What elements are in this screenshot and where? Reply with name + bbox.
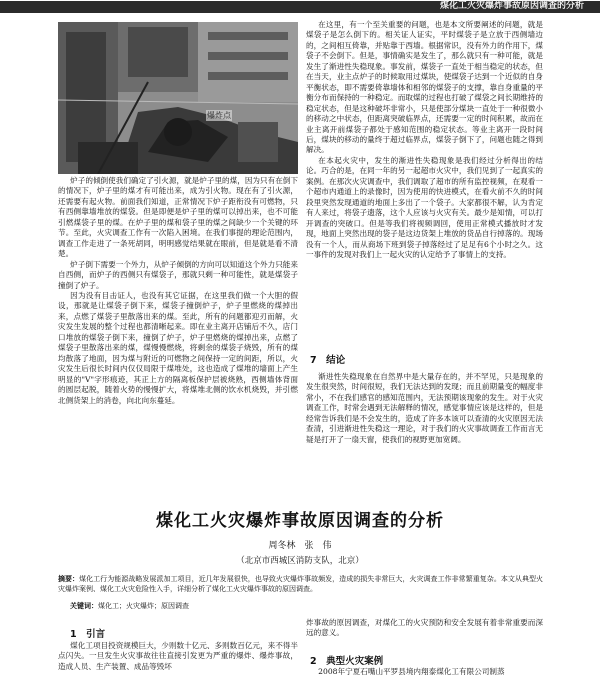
abstract-label: 摘要：: [58, 575, 80, 583]
section-1-heading: 1 引言: [70, 629, 106, 640]
abstract: [58, 574, 543, 594]
section-7-text: [306, 372, 543, 468]
article-affiliation: （北京市西城区消防支队，北京）: [236, 556, 364, 566]
paragraph: 煤化工项目投资规模巨大，少则数十亿元、多则数百亿元，来不得半点闪失。一旦发生火灾事故往往直接引发更为严重的爆炸、爆炸事故，造成人员、生产装置、成品等毁坏: [58, 641, 298, 671]
paragraph: 炉子倒下需要一个外力，从炉子倾倒的方向可以知道这个外力只能来自西侧，而炉子的西侧只有煤袋子，那就只剩一种可能性，就是煤袋子撞倒了炉子。: [58, 259, 298, 290]
paragraph: 在本起火灾中，发生的渐进性失稳现象是我们经过分析得出的结论。巧合的是，在同一年的另一起超市火灾中，我们见到了一起真实的案例。在那次火灾调查中，我们调取了超市的所有监控视频，在观看一个超市内通道上的录像时，因为使用的快进模式，在看火前不久的时间段里突然发现通道的地面上多出了一个袋子。大家都很不解，认为肯定有人来过，将袋子遗落，这个人应该与火灾有关。最少是知情，可以打开调查的突破口。但是等我们将视频调回，使用正常模式播放时才发现，地面上突然出现的袋子是这边货架上堆放的货品自行掉落的。现场没有一个人，而从商场下班到袋子掉落经过了足足有6个小时之久。这一事件的发现对我们上一起火灾的认定给予了事情上的支持。: [306, 155, 543, 259]
section-1-text: [58, 641, 298, 679]
paragraph: 炸事故的原因调查，对煤化工的火灾预防和安全发展有着非常重要而深远的意义。: [306, 618, 543, 638]
fire-scene-photo: [58, 22, 298, 174]
section-2-text: [306, 667, 543, 679]
running-header: [0, 0, 600, 13]
keywords-label: 关键词：: [70, 602, 98, 610]
article-title: 煤化工火灾爆炸事故原因调查的分析: [156, 511, 444, 531]
section-2-heading: 2 典型火灾案例: [310, 656, 384, 667]
right-bottom-text: [306, 618, 543, 648]
right-column-text: [306, 20, 543, 347]
photo-annotation-label: 爆炸点: [207, 111, 231, 120]
paragraph: 在这里，有一个至关重要的问题，也是本文所要阐述的问题，就是煤袋子是怎么倒下的。相关证人证实，平时煤袋子是立放于西侧墙边的，之间相互倚靠，并贴靠于西墙。根据常识，没有外力的作用下，煤袋子不会倒下。但是，事情确实是发生了，那么就只有一种可能，就是发生了渐进性失稳现象。事发前，煤袋子一直处于相当稳定的状态，但在当天，业主点炉子的时候取用过煤块，使煤袋子达到一个近似的自身平衡状态，即不需要倚靠墙体和相邻的煤袋子的支撑，靠自身重量的平衡分布而保持的一种稳定。而取煤的过程也打破了煤袋之间长期维持的稳定状态，但是这种破坏非常小，只是使部分煤块一直处于一种很微小的移动之中状态，但距离突破临界点，还需要一定的时间积累，故而在业主离开前煤袋子都处于感知范围的稳定状态。等业主离开一段时间后，煤块的移动的量终于超过临界点，煤袋子倒下了，问题也随之得到解决。: [306, 20, 543, 155]
paragraph: 渐进性失稳现象在自然界中是大量存在的，并不罕见，只是现象的发生很突然，时间很短，我们无法达到的发现；而且前期量变的幅度非常小，不在我们感官的感知范围内，无法预期该现象的发生。对于火灾调查工作，时常会遇到无法解释的情况，感觉事情应该是这样的，但是经常告诉我们是不会发生的，造成了许多本该可以查清的火灾原因无法查清，引进渐进性失稳这一理论，对于我们的火灾事故调查工作而言无疑是打开了一扇天窗，使我们的视野更加宽阔。: [306, 372, 543, 444]
fire-scene-photo-art: [58, 22, 298, 174]
paragraph: 2008年宁夏石嘴山平罗县境内翔泰煤化工有限公司制蒸: [318, 667, 505, 676]
running-title: 煤化工火灾爆炸事故原因调查的分析: [439, 1, 584, 11]
paragraph: 炉子的倾倒使我们确定了引火源，就是炉子里的煤，因为只有在倒下的情况下，炉子里的煤才有可能出来，成为引火物。现在有了引火源，还需要有起火物。前面我们知道，正常情况下炉子距衔没有可燃物，只有西侧靠墙堆放的煤袋。但是即便是炉子里的煤可以掉出来，也不可能引燃煤袋子里的煤。在炉子里的煤和袋子里的煤之间缺少一个关键的环节。至此，火灾调查工作有一次陷入困境。在我们事提的理论范围内，调查工作走进了一条死胡同，明明感觉结果就在眼前，但是就是看不清楚。: [58, 176, 298, 259]
paragraph: 因为没有目击证人，也没有其它证据，在这里我们做一个大胆的假设，那就是让煤袋子倒下来，煤袋子撞倒炉子，炉子里燃烧的煤掉出来，点燃了煤袋子里散落出来的煤。至此，所有的问题都迎刃而解，火灾发生发展的整个过程也都清晰起来。即在业主离开店铺后不久，店门口堆放的煤袋子倒下来，撞倒了炉子，炉子里燃烧的煤掉出来，点燃了煤袋子里散落出来的煤，煤慢慢燃烧，将剩余的煤袋子烧毁，所有的煤均散落了地面，因为煤与附近的可燃物之间保持一定的间距，所以，火灾发生后很长时间内仅仅局限于煤堆处，这也造成了煤堆的墙面上产生明显的"V"字形痕迹，其正上方的隔离板保护层被烧熟，西侧墙体背面的圆层起脱，随着火势的慢慢扩大，将煤堆北侧的饮水机烧毁，并引燃北侧货架上的消卷，向北向东蔓延。: [58, 290, 298, 405]
abstract-text: 煤化工行为能源战略发展派加工项目，近几年发展很快，也导致火灾爆炸事故频发，造成的损失非常巨大，火灾调查工作非常繁重复杂。本文从典型火灾爆炸案例、煤化工火灾危险性入手，详细分析了煤化工火灾爆炸事故的原因调查。: [58, 575, 544, 593]
left-column-text: [58, 176, 298, 468]
keywords: [70, 601, 530, 611]
keywords-text: 煤化工；火灾爆炸；原因调查: [98, 602, 189, 610]
article-authors: 周冬林 张 伟: [268, 541, 332, 551]
section-7-heading: 7 结论: [310, 355, 346, 366]
